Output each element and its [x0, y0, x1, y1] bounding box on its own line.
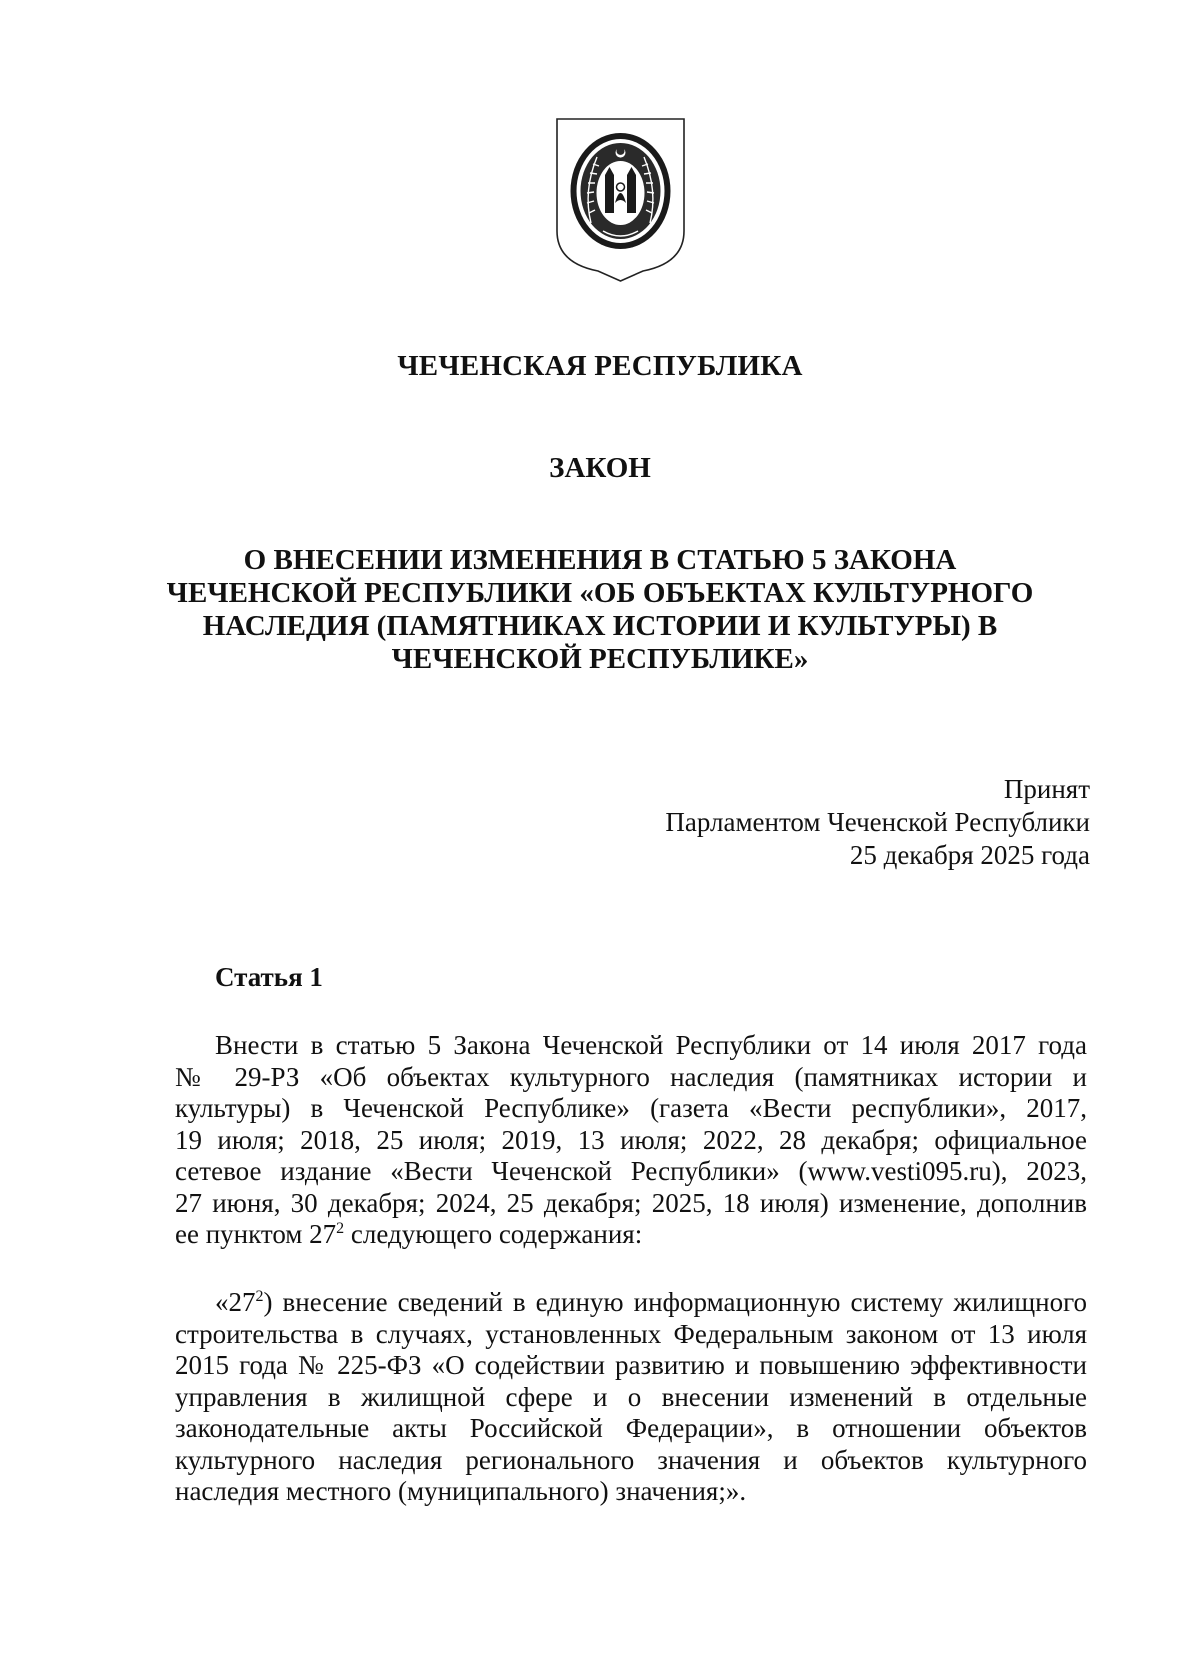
paragraph-line: 27 июня, 30 декабря; 2024, 25 декабря; 2025, 18 июля) изменение, дополнив: [175, 1187, 1087, 1218]
law-title: [0, 544, 1200, 676]
paragraph-line: сетевое издание «Вести Чеченской Республики» (www.vesti095.ru), 2023,: [175, 1156, 1087, 1186]
superscript: 2: [336, 1220, 345, 1237]
adoption-line-adopted: Принят: [1003, 774, 1090, 804]
text-fragment: ее пунктом 27: [175, 1219, 337, 1249]
text-fragment: следующего содержания:: [344, 1219, 643, 1249]
paragraph-line: 2015 года № 225-ФЗ «О содействии развитию и повышению эффективности: [175, 1350, 1087, 1380]
paragraph-line: [175, 1219, 1087, 1251]
paragraph-line: культуры) в Чеченской Республике» (газета «Вести республики», 2017,: [175, 1093, 1087, 1123]
article-paragraph-2: [175, 1287, 1087, 1508]
paragraph-line: управления в жилищной сфере и о внесении изменений в отдельные: [175, 1381, 1087, 1412]
article-heading: Статья 1: [215, 962, 323, 992]
paragraph-line: законодательные акты Российской Федерации», в отношении объектов: [175, 1413, 1087, 1443]
paragraph-line: Внести в статью 5 Закона Чеченской Республики от 14 июля 2017 года: [215, 1030, 1087, 1060]
law-title-line: НАСЛЕДИЯ (ПАМЯТНИКАХ ИСТОРИИ И КУЛЬТУРЫ) В: [202, 610, 998, 642]
text-fragment: ) внесение сведений в единую информационную систему жилищного: [263, 1287, 1087, 1317]
paragraph-line: наследия местного (муниципального) значения;».: [175, 1476, 747, 1506]
adoption-block: [665, 773, 1090, 872]
coat-of-arms-icon: [553, 113, 688, 285]
law-title-line: ЧЕЧЕНСКОЙ РЕСПУБЛИКЕ»: [391, 643, 809, 675]
adoption-line-parliament: Парламентом Чеченской Республики: [665, 807, 1090, 837]
adoption-line-date: 25 декабря 2025 года: [849, 840, 1090, 870]
superscript: 2: [255, 1288, 264, 1305]
paragraph-line: культурного наследия регионального значения и объектов культурного: [175, 1444, 1087, 1475]
law-title-line: ЧЕЧЕНСКОЙ РЕСПУБЛИКИ «ОБ ОБЪЕКТАХ КУЛЬТУРНОГО: [166, 577, 1034, 609]
law-title-line: О ВНЕСЕНИИ ИЗМЕНЕНИЯ В СТАТЬЮ 5 ЗАКОНА: [243, 544, 957, 576]
coat-of-arms-emblem: [553, 113, 688, 285]
paragraph-line: строительства в случаях, установленных Федеральным законом от 13 июля: [175, 1318, 1087, 1349]
document-type: ЗАКОН: [549, 452, 651, 484]
paragraph-line: [175, 1287, 1087, 1319]
text-fragment: «27: [215, 1287, 256, 1317]
republic-name: ЧЕЧЕНСКАЯ РЕСПУБЛИКА: [397, 350, 803, 382]
article-paragraph-1: [175, 1030, 1087, 1251]
paragraph-line: № 29-РЗ «Об объектах культурного наследия (памятниках истории и: [175, 1061, 1087, 1092]
paragraph-line: 19 июля; 2018, 25 июля; 2019, 13 июля; 2022, 28 декабря; официальное: [175, 1124, 1087, 1155]
